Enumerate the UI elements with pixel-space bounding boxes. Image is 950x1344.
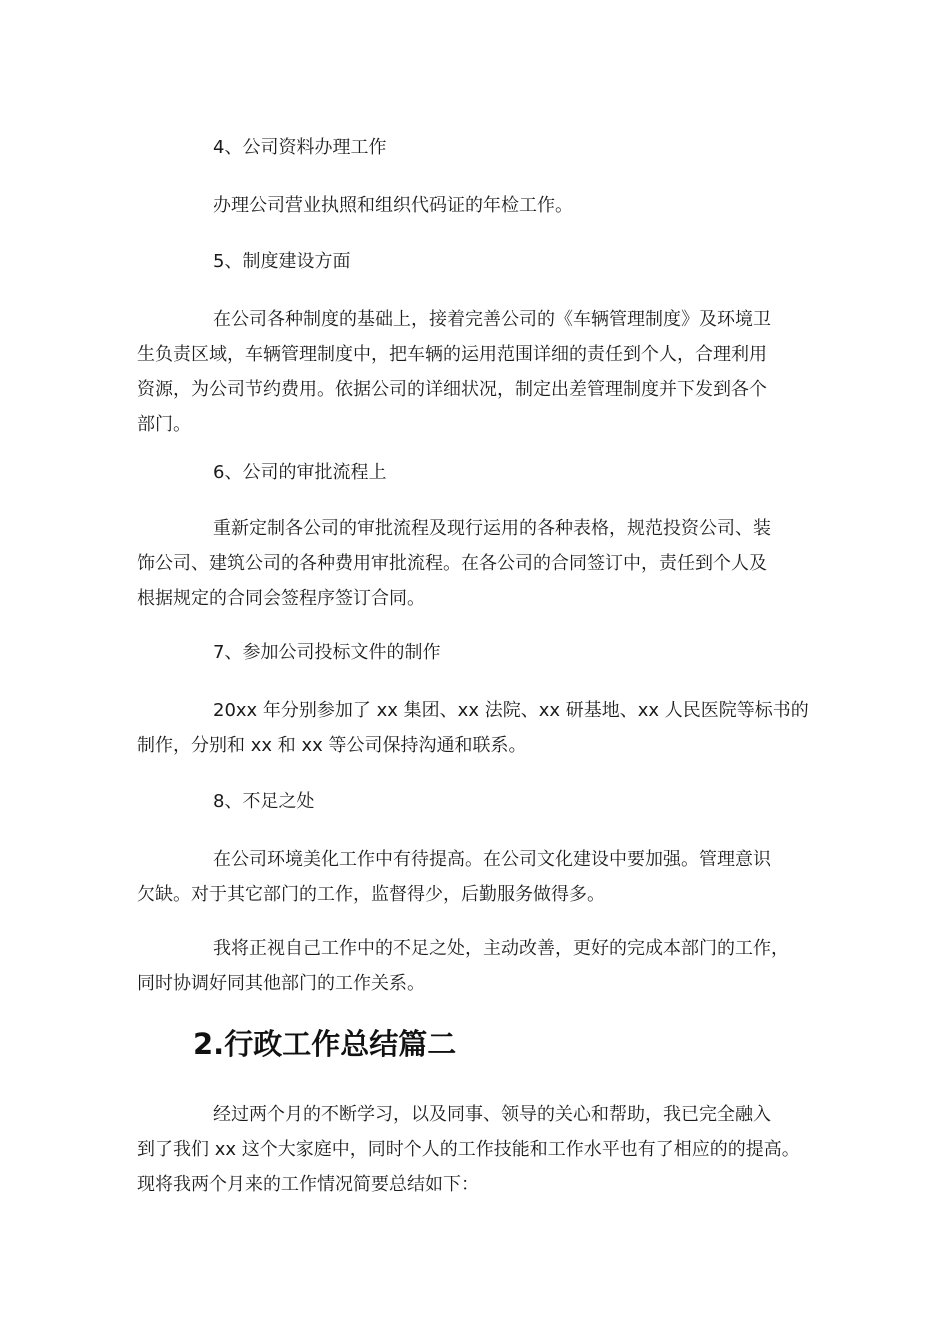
closing-paragraph: 我将正视自己工作中的不足之处，主动改善，更好的完成本部门的工作， 同时协调好同其他部门的工作关系。: [137, 938, 789, 994]
section-7-body: 20xx 年分别参加了 xx 集团、xx 法院、xx 研基地、xx 人民医院等标书的 制作，分别和 xx 和 xx 等公司保持沟通和联系。: [137, 700, 809, 756]
section-5-title: 5、制度建设方面: [213, 251, 351, 272]
section-4-title: 4、公司资料办理工作: [213, 137, 387, 158]
section-heading: 2.行政工作总结篇二: [193, 1027, 457, 1061]
intro-paragraph: 经过两个月的不断学习，以及同事、领导的关心和帮助，我已完全融入 到了我们 xx 这个大家庭中，同时个人的工作技能和工作水平也有了相应的的提高。 现将我两个月来的工作情况简要总结如下：: [137, 1104, 800, 1195]
section-7-title: 7、参加公司投标文件的制作: [213, 642, 441, 663]
section-6-title: 6、公司的审批流程上: [213, 462, 387, 483]
section-4-body: 办理公司营业执照和组织代码证的年检工作。: [213, 195, 573, 216]
section-5-body: 在公司各种制度的基础上，接着完善公司的《车辆管理制度》及环境卫 生负责区域，车辆管理制度中，把车辆的运用范围详细的责任到个人，合理利用 资源，为公司节约费用。依据公司的详细状况，制定出差管理制度并下发到各个 部门。: [137, 309, 771, 435]
section-8-body: 在公司环境美化工作中有待提高。在公司文化建设中要加强。管理意识 欠缺。对于其它部门的工作，监督得少，后勤服务做得多。: [137, 849, 771, 905]
section-6-body: 重新定制各公司的审批流程及现行运用的各种表格，规范投资公司、装 饰公司、建筑公司的各种费用审批流程。在各公司的合同签订中，责任到个人及 根据规定的合同会签程序签订合同。: [137, 518, 771, 609]
section-8-title: 8、不足之处: [213, 791, 315, 812]
